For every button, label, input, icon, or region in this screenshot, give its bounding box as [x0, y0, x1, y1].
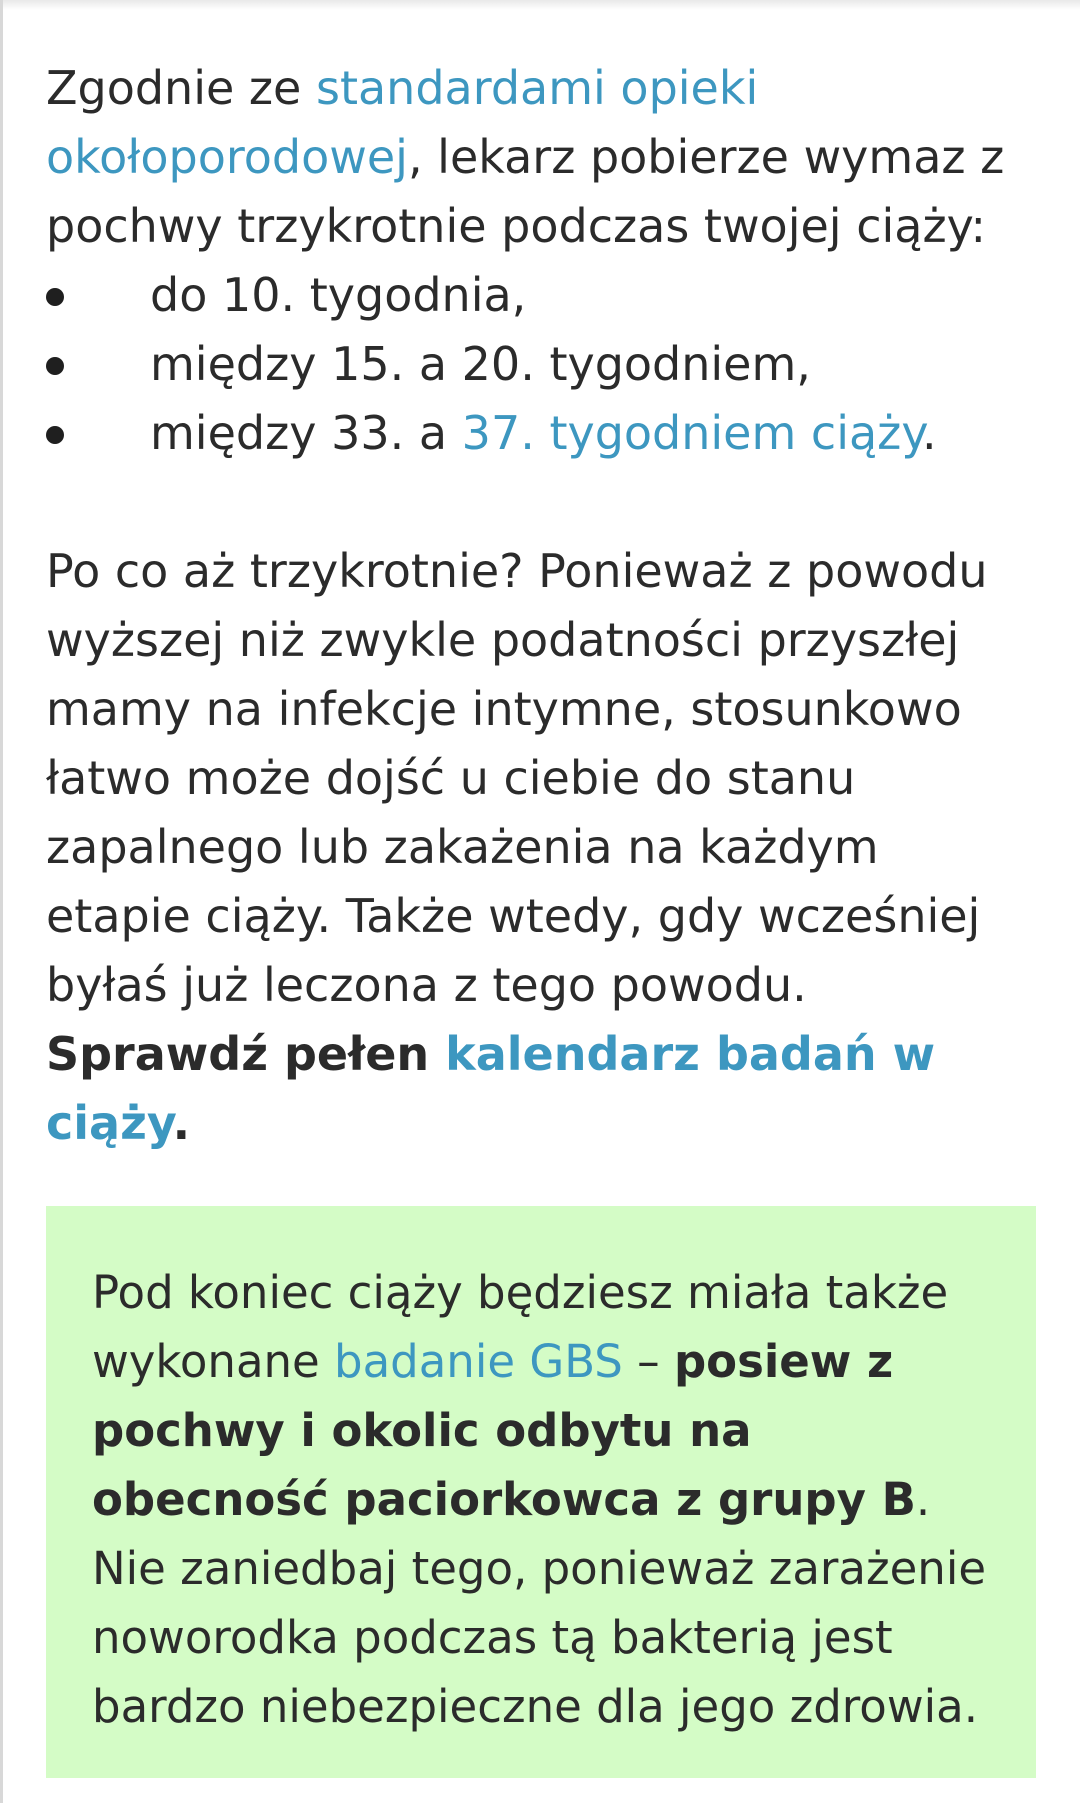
callout-bold-text: posiew z pochwy i okolic odbytu na obecność paciorkowca z grupy B [92, 1335, 916, 1526]
cta-text [46, 1027, 935, 1150]
list-item-end: . [922, 406, 937, 460]
callout-text-after: . Nie zaniedbaj tego, ponieważ zarażenie noworodka podczas tą bakterią jest bardzo niebezpieczne dla jego zdrowia. [92, 1473, 987, 1733]
intro-text-before: Zgodnie ze [46, 61, 316, 115]
list-item-text: między 33. a [150, 406, 462, 460]
list-item [46, 330, 1036, 399]
explanation-paragraph [46, 537, 1036, 1158]
cta-end: . [172, 1096, 191, 1150]
intro-text-after: , lekarz pobierze wymaz z pochwy trzykrotnie podczas twojej ciąży: [46, 130, 1005, 253]
intro-paragraph [46, 54, 1036, 261]
exam-calendar-link[interactable]: kalendarz badań w ciąży [46, 1027, 936, 1150]
bullet-icon [46, 357, 64, 375]
bullet-icon [46, 426, 64, 444]
explanation-text: Po co aż trzykrotnie? Ponieważ z powodu wyższej niż zwykle podatności przyszłej mamy na infekcje intymne, stosunkowo łatwo może dojść u ciebie do stanu zapalnego lub zakażenia na każdym etapie ciąży. Także wtedy, gdy wcześniej byłaś już leczona z tego powodu. [46, 544, 988, 1012]
list-item [46, 399, 1036, 468]
callout-dash: – [622, 1335, 674, 1388]
list-item [46, 261, 1036, 330]
week-37-link[interactable]: 37. tygodniem ciąży [461, 406, 922, 460]
cta-bold-label: Sprawdź pełen [46, 1027, 446, 1081]
top-shadow [0, 0, 1080, 10]
callout-text-before: Pod koniec ciąży będziesz miała także wykonane [92, 1266, 949, 1388]
list-item-text: do 10. tygodnia, [150, 268, 527, 322]
standards-link[interactable]: standardami opieki okołoporodowej [46, 61, 759, 184]
list-item-text: między 15. a 20. tygodniem, [150, 337, 811, 391]
gbs-callout-box [46, 1206, 1036, 1778]
swab-schedule-list [46, 261, 1036, 468]
callout-paragraph [92, 1258, 996, 1741]
article-body [46, 54, 1036, 1158]
gbs-test-link[interactable]: badanie GBS [334, 1335, 623, 1388]
left-edge-border [0, 0, 3, 1803]
bullet-icon [46, 288, 64, 306]
